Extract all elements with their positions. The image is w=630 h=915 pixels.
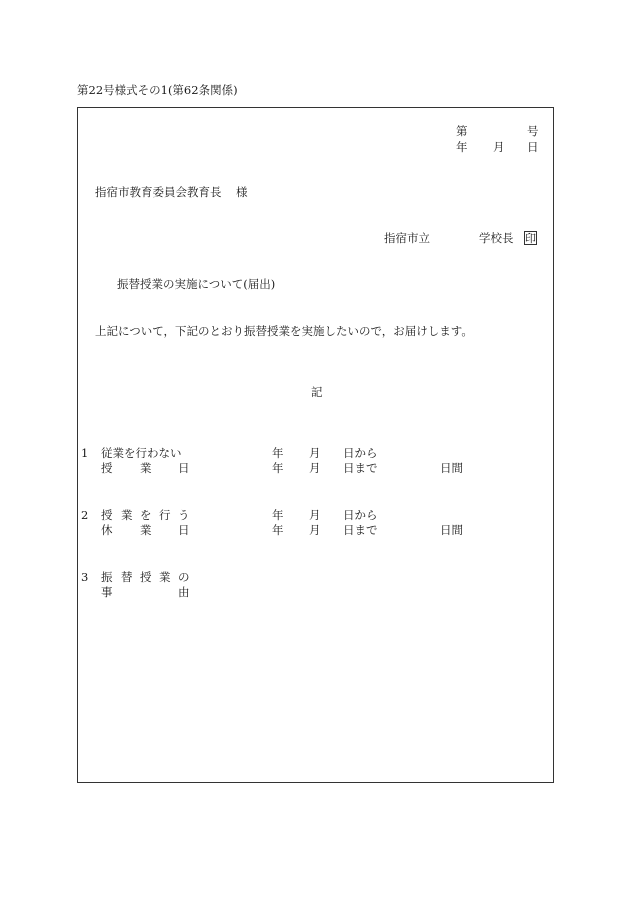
number-suffix: 号 xyxy=(527,124,539,138)
item-2-to-year: 年 xyxy=(272,523,284,537)
item-3-label2-char-2: 由 xyxy=(178,585,190,599)
subject-title: 振替授業の実施について(届出) xyxy=(117,277,276,291)
note-heading: 記 xyxy=(311,385,323,399)
item-2-label2-char-3: 日 xyxy=(178,523,190,537)
item-2-label-char-3: を xyxy=(140,508,152,522)
item-2-from-day: 日から xyxy=(343,508,378,522)
form-frame xyxy=(77,107,554,783)
item-1-number: 1 xyxy=(81,446,89,460)
date-month: 月 xyxy=(493,140,505,154)
item-2-from-year: 年 xyxy=(272,508,284,522)
item-1-label-char-3: 日 xyxy=(178,461,190,475)
item-3-label-char-4: 業 xyxy=(159,570,171,584)
item-1-label-line1: 従業を行わない xyxy=(101,446,182,460)
item-1-from-month: 月 xyxy=(309,446,321,460)
sender-title: 学校長 xyxy=(479,231,514,245)
item-2-label-char-5: う xyxy=(178,508,190,522)
item-2-label2-char-2: 業 xyxy=(140,523,152,537)
item-2-label-char-4: 行 xyxy=(159,508,171,522)
item-2-to-month: 月 xyxy=(309,523,321,537)
body-text: 上記について，下記のとおり振替授業を実施したいので，お届けします。 xyxy=(95,324,473,338)
addressee-honorific: 様 xyxy=(236,185,248,199)
item-1-to-year: 年 xyxy=(272,461,284,475)
item-1-label-char-1: 授 xyxy=(101,461,113,475)
item-3-label-char-2: 替 xyxy=(121,570,133,584)
number-prefix: 第 xyxy=(456,124,468,138)
item-3-label-char-5: の xyxy=(178,570,190,584)
item-2-label-char-2: 業 xyxy=(121,508,133,522)
item-1-to-month: 月 xyxy=(309,461,321,475)
item-3-label-char-1: 振 xyxy=(101,570,113,584)
date-day: 日 xyxy=(527,140,539,154)
item-2-from-month: 月 xyxy=(309,508,321,522)
item-2-to-day: 日まで xyxy=(343,523,378,537)
item-1-label-char-2: 業 xyxy=(140,461,152,475)
item-2-label-char-1: 授 xyxy=(101,508,113,522)
seal-stamp: 印 xyxy=(525,232,536,245)
item-3-label2-char-1: 事 xyxy=(101,585,113,599)
item-1-from-year: 年 xyxy=(272,446,284,460)
item-1-to-day: 日まで xyxy=(343,461,378,475)
item-1-day-count: 日間 xyxy=(440,461,463,475)
item-2-number: 2 xyxy=(81,508,89,522)
addressee-name: 指宿市教育委員会教育長 xyxy=(95,185,222,199)
form-label: 第22号様式その1(第62条関係) xyxy=(77,83,238,97)
item-2-day-count: 日間 xyxy=(440,523,463,537)
sender-school-prefix: 指宿市立 xyxy=(384,231,430,245)
item-1-from-day: 日から xyxy=(343,446,378,460)
date-year: 年 xyxy=(456,140,468,154)
item-3-label-char-3: 授 xyxy=(140,570,152,584)
item-3-number: 3 xyxy=(81,570,89,584)
item-2-label2-char-1: 休 xyxy=(101,523,113,537)
